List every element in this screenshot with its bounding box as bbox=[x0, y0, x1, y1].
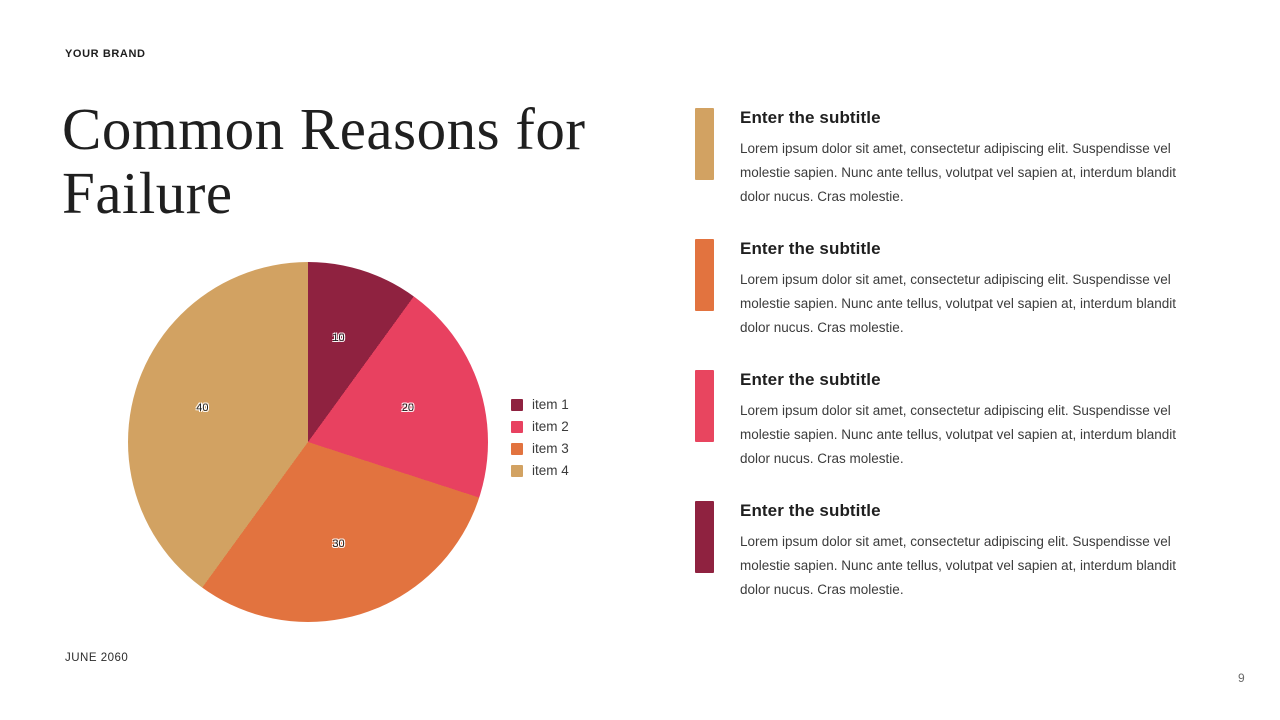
brand-label: YOUR BRAND bbox=[65, 48, 146, 60]
legend-item[interactable] bbox=[511, 419, 569, 434]
points-list bbox=[695, 108, 1195, 632]
point-title: Enter the subtitle bbox=[740, 370, 881, 390]
point-accent-bar bbox=[695, 370, 714, 442]
point-text: Lorem ipsum dolor sit amet, consectetur adipiscing elit. Suspendisse vel molestie sapien. Nunc ante tellus, volutpat vel sapien at, interdum blandit dolor nucus. Cras molestie. bbox=[740, 141, 1177, 205]
point-accent-bar bbox=[695, 239, 714, 311]
point-body bbox=[740, 239, 1195, 340]
legend-swatch-icon bbox=[511, 421, 523, 433]
point-body bbox=[740, 501, 1195, 602]
point-item bbox=[695, 108, 1195, 209]
point-text: Lorem ipsum dolor sit amet, consectetur adipiscing elit. Suspendisse vel molestie sapien. Nunc ante tellus, volutpat vel sapien at, interdum blandit dolor nucus. Cras molestie. bbox=[740, 534, 1177, 598]
point-item bbox=[695, 370, 1195, 471]
point-title: Enter the subtitle bbox=[740, 239, 881, 259]
point-item bbox=[695, 239, 1195, 340]
point-body bbox=[740, 370, 1195, 471]
page-number: 9 bbox=[1238, 671, 1245, 685]
legend-label: item 3 bbox=[532, 441, 569, 456]
point-title: Enter the subtitle bbox=[740, 108, 881, 127]
pie-slice-label: 20 bbox=[401, 401, 414, 414]
legend-label: item 2 bbox=[532, 419, 569, 434]
page-title: Common Reasons for Failure bbox=[62, 96, 586, 226]
legend-item[interactable] bbox=[511, 463, 569, 478]
point-accent-bar bbox=[695, 501, 714, 573]
legend-item[interactable] bbox=[511, 397, 569, 412]
point-text: Lorem ipsum dolor sit amet, consectetur adipiscing elit. Suspendisse vel molestie sapien. Nunc ante tellus, volutpat vel sapien at, interdum blandit dolor nucus. Cras molestie. bbox=[740, 272, 1177, 336]
point-item bbox=[695, 501, 1195, 602]
legend-swatch-icon bbox=[511, 465, 523, 477]
pie-slice-label: 10 bbox=[332, 332, 345, 345]
pie-slice-label: 30 bbox=[332, 537, 345, 550]
legend-swatch-icon bbox=[511, 443, 523, 455]
pie-graphic bbox=[128, 262, 488, 622]
point-title: Enter the subtitle bbox=[740, 501, 881, 521]
pie-chart bbox=[128, 262, 588, 638]
date-label: JUNE 2060 bbox=[65, 652, 129, 664]
point-accent-bar bbox=[695, 108, 714, 180]
legend-item[interactable] bbox=[511, 441, 569, 456]
pie-slice-label: 40 bbox=[196, 401, 209, 414]
point-text: Lorem ipsum dolor sit amet, consectetur adipiscing elit. Suspendisse vel molestie sapien. Nunc ante tellus, volutpat vel sapien at, interdum blandit dolor nucus. Cras molestie. bbox=[740, 403, 1177, 467]
chart-legend bbox=[511, 397, 569, 478]
point-body bbox=[740, 108, 1195, 209]
legend-label: item 4 bbox=[532, 463, 569, 478]
legend-label: item 1 bbox=[532, 397, 569, 412]
legend-swatch-icon bbox=[511, 399, 523, 411]
